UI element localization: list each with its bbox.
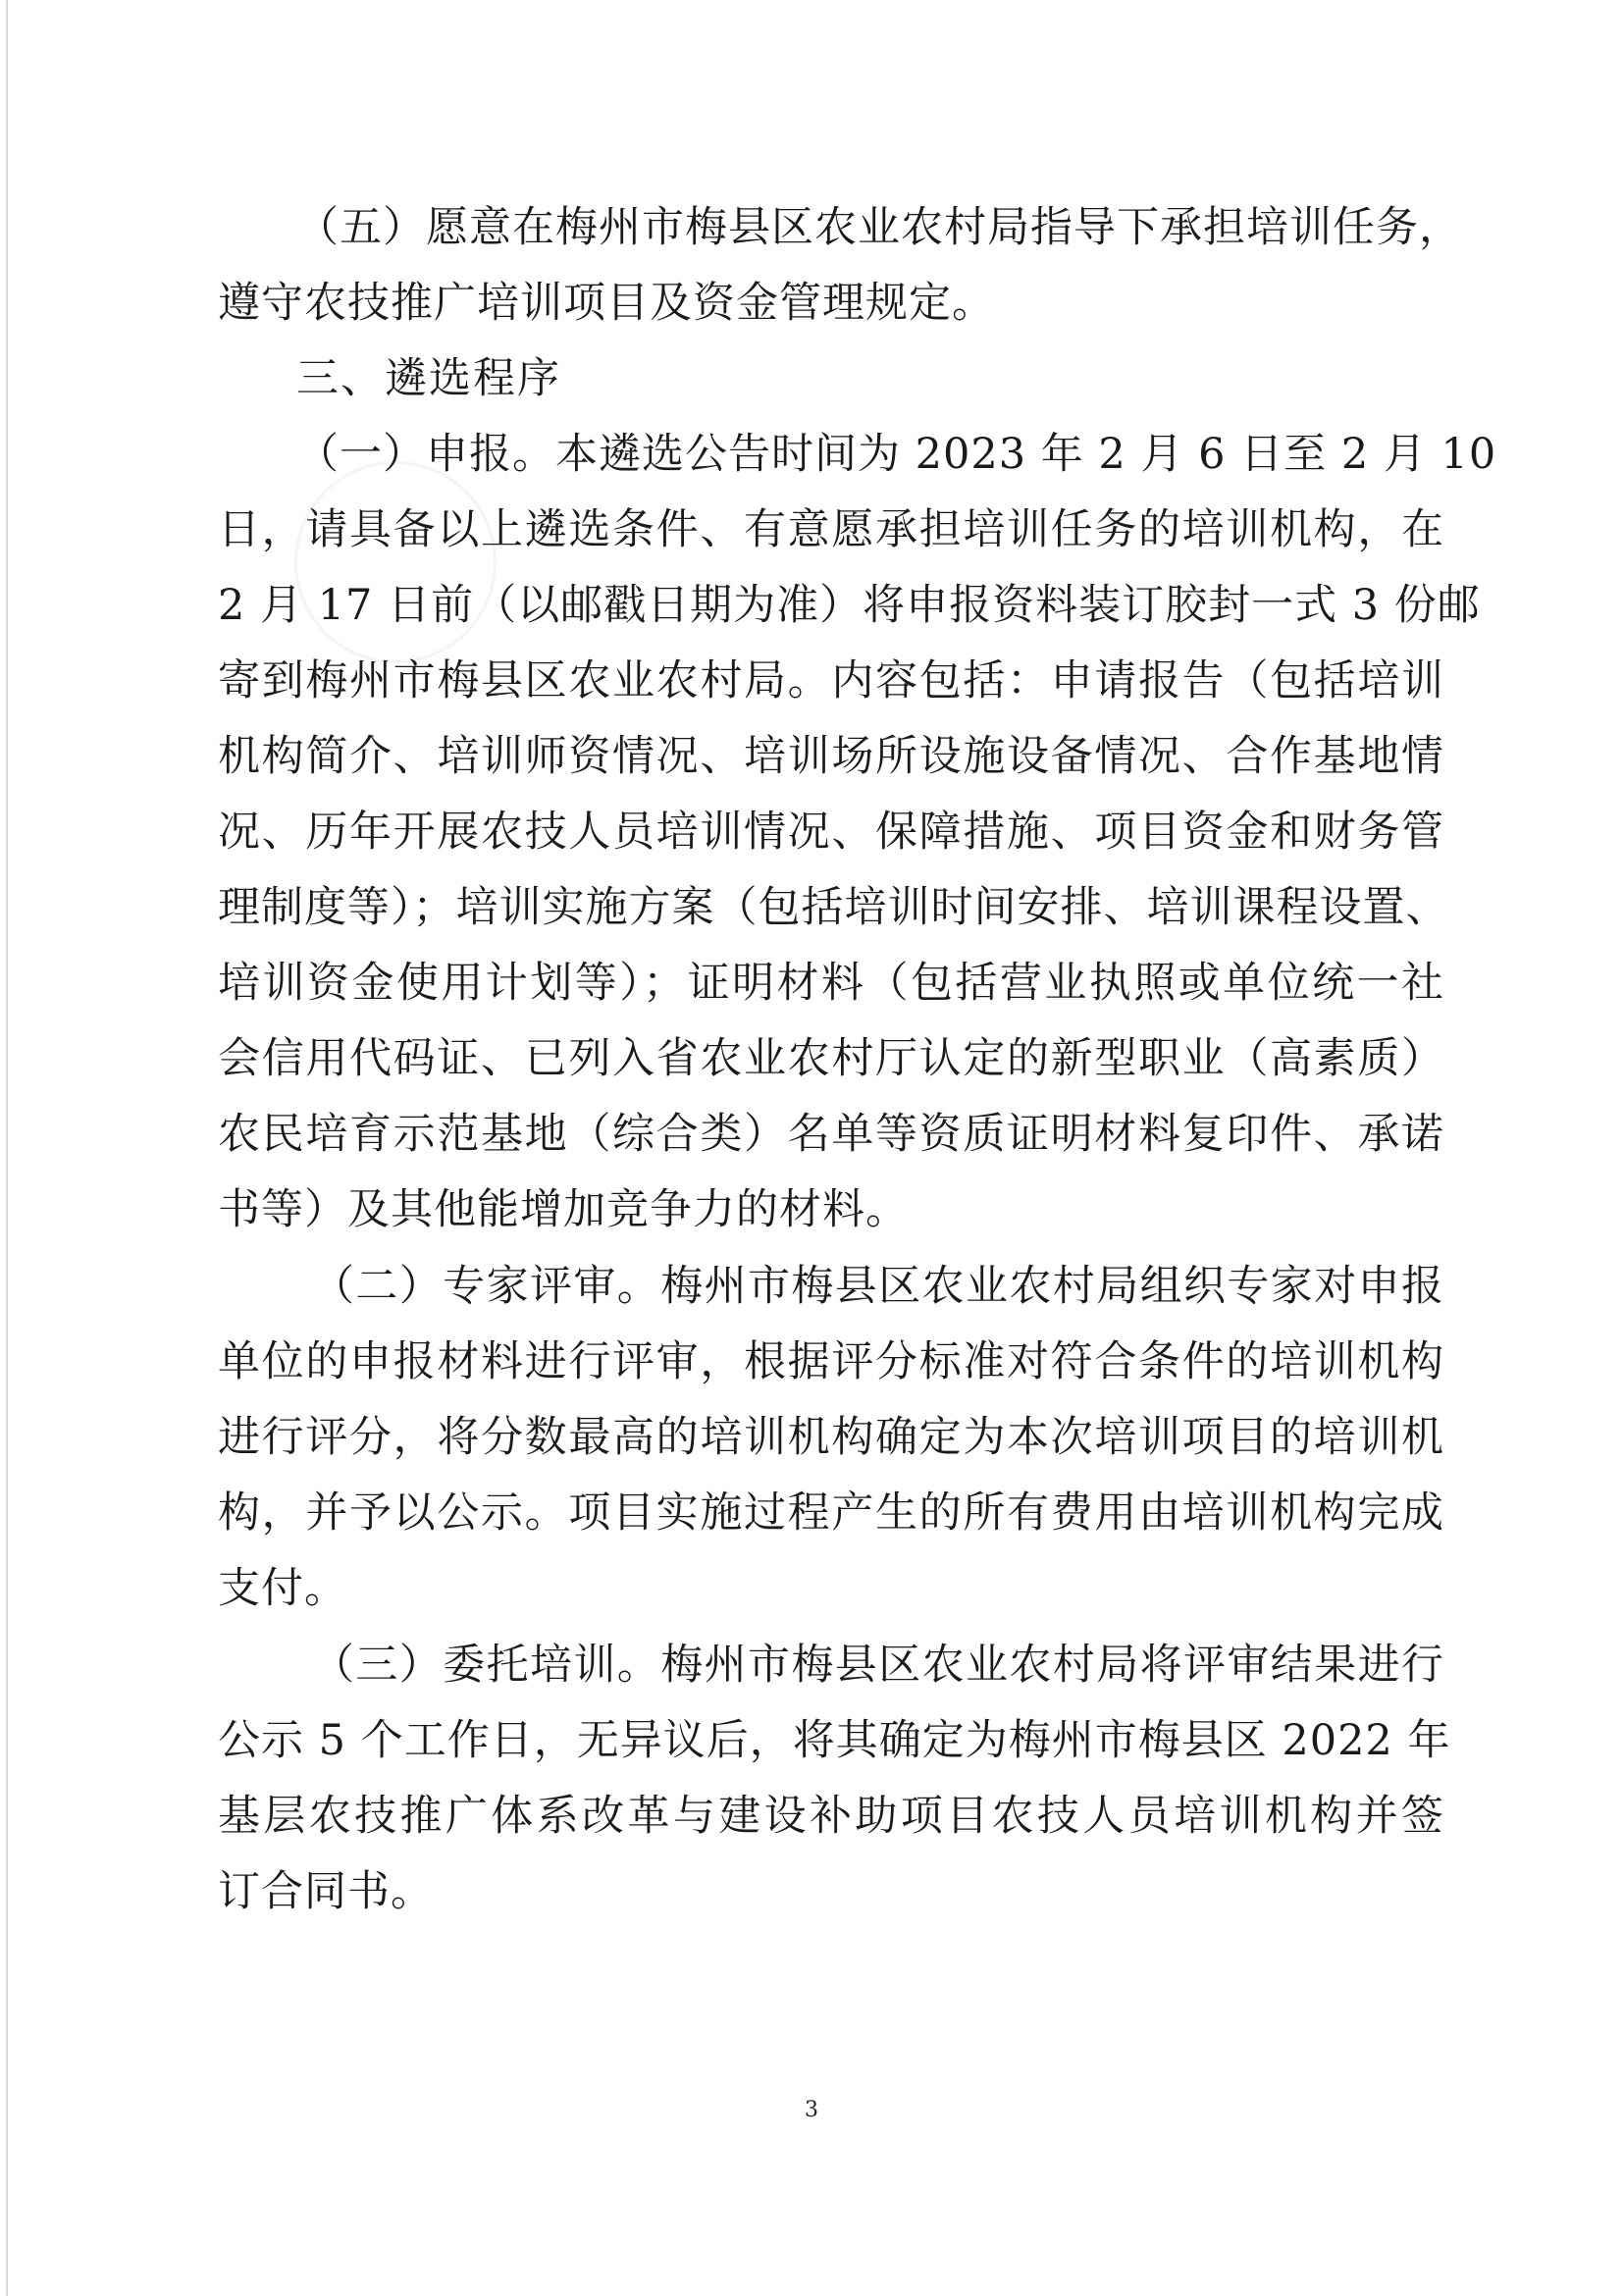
faded-seal-ghost [294, 461, 497, 663]
paragraph-application-line-3: 2 月 17 日前（以邮戳日期为准）将申报资料装订胶封一式 3 份邮 [218, 581, 1481, 630]
paragraph-review-line-5: 支付。 [218, 1564, 347, 1613]
paragraph-application-line-2: 日，请具备以上遴选条件、有意愿承担培训任务的培训机构，在 [218, 505, 1444, 554]
paragraph-application-line-7: 理制度等）；培训实施方案（包括培训时间安排、培训课程设置、 [218, 883, 1449, 932]
paragraph-commission-line-4: 订合同书。 [218, 1867, 434, 1916]
paragraph-application-line-5: 机构简介、培训师资情况、培训场所设施设备情况、合作基地情 [218, 732, 1444, 781]
paragraph-review-line-3: 进行评分，将分数最高的培训机构确定为本次培训项目的培训机 [218, 1413, 1444, 1462]
section-three-heading: 三、遴选程序 [296, 354, 561, 403]
paragraph-review-line-4: 构，并予以公示。项目实施过程产生的所有费用由培训机构完成 [218, 1488, 1444, 1538]
scan-edge-line [6, 0, 8, 2296]
paragraph-application-line-10: 农民培育示范基地（综合类）名单等资质证明材料复印件、承诺 [218, 1110, 1444, 1159]
paragraph-commission-line-2: 公示 5 个工作日，无异议后，将其确定为梅州市梅县区 2022 年 [218, 1716, 1451, 1765]
paragraph-commission-line-3: 基层农技推广体系改革与建设补助项目农技人员培训机构并签 [218, 1792, 1444, 1841]
paragraph-application-line-9: 会信用代码证、已列入省农业农村厅认定的新型职业（高素质） [218, 1034, 1444, 1083]
paragraph-application-line-11: 书等）及其他能增加竞争力的材料。 [218, 1185, 909, 1234]
paragraph-review-line-1: （二）专家评审。梅州市梅县区农业农村局组织专家对申报 [312, 1262, 1444, 1311]
paragraph-application-line-6: 况、历年开展农技人员培训情况、保障措施、项目资金和财务管 [218, 808, 1444, 857]
paragraph-review-line-2: 单位的申报材料进行评审，根据评分标准对符合条件的培训机构 [218, 1337, 1444, 1386]
paragraph-five-line-1: （五）愿意在梅州市梅县区农业农村局指导下承担培训任务， [296, 203, 1462, 252]
paragraph-commission-line-1: （三）委托培训。梅州市梅县区农业农村局将评审结果进行 [312, 1641, 1444, 1690]
paragraph-application-line-1: （一）申报。本遴选公告时间为 2023 年 2 月 6 日至 2 月 10 [296, 430, 1497, 479]
page-number: 3 [805, 2098, 818, 2122]
paragraph-five-line-2: 遵守农技推广培训项目及资金管理规定。 [218, 279, 995, 328]
paragraph-application-line-4: 寄到梅州市梅县区农业农村局。内容包括：申请报告（包括培训 [218, 656, 1444, 705]
paragraph-application-line-8: 培训资金使用计划等）；证明材料（包括营业执照或单位统一社 [218, 959, 1444, 1008]
